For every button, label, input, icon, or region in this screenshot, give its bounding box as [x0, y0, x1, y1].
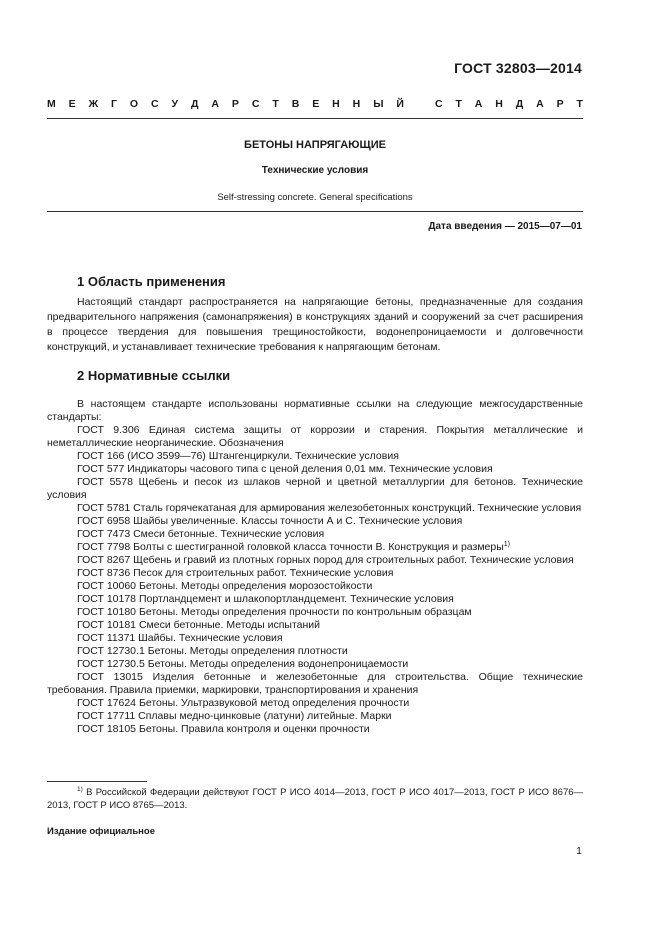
- standard-letter: Т: [576, 98, 583, 110]
- standard-word: [435, 98, 583, 110]
- reference-text: ГОСТ 10060 Бетоны. Методы определения морозостойкости: [77, 580, 373, 592]
- reference-text: ГОСТ 12730.1 Бетоны. Методы определения плотности: [77, 645, 348, 657]
- page-number: 1: [576, 845, 582, 857]
- interstate-letter: Н: [352, 98, 361, 110]
- footnote-rule: [47, 781, 147, 782]
- references-intro: В настоящем стандарте использованы нормативные ссылки на следующие межгосударственные стандарты:: [47, 398, 583, 423]
- reference-item: [47, 710, 583, 723]
- reference-item: [47, 463, 583, 476]
- doc-subtitle: Технические условия: [261, 165, 369, 176]
- official-edition-label: Издание официальное: [47, 826, 155, 837]
- reference-text: ГОСТ 10178 Портландцемент и шлакопортландцемент. Технические условия: [77, 593, 454, 605]
- interstate-letter: Ж: [88, 98, 99, 110]
- footnote-text: В Российской Федерации действуют ГОСТ Р ИСО 4014—2013, ГОСТ Р ИСО 4017—2013, ГОСТ Р ИСО 8676—2013, ГОСТ Р ИСО 8765—2013.: [47, 787, 584, 811]
- reference-text: ГОСТ 12730.5 Бетоны. Методы определения водонепроницаемости: [77, 658, 409, 670]
- reference-text: ГОСТ 166 (ИСО 3599—76) Штангенциркули. Технические условия: [77, 450, 399, 462]
- normative-references: [47, 398, 583, 736]
- standard-letter: Р: [556, 98, 564, 110]
- reference-text: ГОСТ 7798 Болты с шестигранной головкой класса точности В. Конструкция и размеры: [77, 541, 504, 553]
- reference-text: ГОСТ 13015 Изделия бетонные и железобетонные для строительства. Общие технические требования. Правила приемки, маркировки, транспортирования и хранения: [47, 671, 583, 696]
- interstate-letter: Г: [111, 98, 117, 110]
- reference-text: ГОСТ 5781 Сталь горячекатаная для армирования железобетонных конструкций. Технические условия: [77, 502, 582, 514]
- interstate-word: [47, 98, 404, 110]
- standard-letter: Д: [515, 98, 524, 110]
- footnote: [47, 786, 583, 812]
- standard-letter: Н: [495, 98, 503, 110]
- reference-text: ГОСТ 6958 Шайбы увеличенные. Классы точности А и С. Технические условия: [77, 515, 463, 527]
- interstate-letter: Й: [396, 98, 404, 110]
- reference-item: [47, 580, 583, 593]
- reference-text: ГОСТ 5578 Щебень и песок из шлаков черной и цветной металлургии для бетонов. Технические условия: [47, 476, 583, 501]
- reference-text: ГОСТ 10180 Бетоны. Методы определения прочности по контрольным образцам: [77, 606, 472, 618]
- interstate-letter: Е: [68, 98, 76, 110]
- reference-text: ГОСТ 9.306 Единая система защиты от коррозии и старения. Покрытия металлические и неметаллические неорганические. Обозначения: [47, 424, 583, 449]
- footnote-mark: 1): [77, 786, 83, 793]
- reference-text: ГОСТ 8267 Щебень и гравий из плотных горных пород для строительных работ. Технические условия: [77, 554, 574, 566]
- reference-list: [47, 424, 583, 736]
- reference-item: [47, 645, 583, 658]
- reference-text: ГОСТ 10181 Смеси бетонные. Методы испытаний: [77, 619, 321, 631]
- reference-text: ГОСТ 11371 Шайбы. Технические условия: [77, 632, 283, 644]
- interstate-standard-banner: [47, 98, 583, 110]
- reference-item: [47, 567, 583, 580]
- reference-item: [47, 554, 583, 567]
- reference-text: ГОСТ 17624 Бетоны. Ультразвуковой метод определения прочности: [77, 697, 410, 709]
- reference-text: ГОСТ 7473 Смеси бетонные. Технические условия: [77, 528, 325, 540]
- doc-title: БЕТОНЫ НАПРЯГАЮЩИЕ: [244, 139, 386, 151]
- reference-item: [47, 528, 583, 541]
- interstate-letter: С: [151, 98, 159, 110]
- reference-item: [47, 502, 583, 515]
- header-rule: [47, 118, 583, 119]
- reference-item: [47, 632, 583, 645]
- section-1-text: Настоящий стандарт распространяется на напрягающие бетоны, предназначенные для создания предварительного напряжения (самонапряжения) в конструкциях зданий и сооружений за счет расширения в процессе твердения для повышения трещиностойкости, водонепроницаемости и долговечности конструкций, и устанавливает технические требования к напрягающим бетонам.: [47, 296, 583, 353]
- reference-item: [47, 619, 583, 632]
- intro-date: Дата введения — 2015—07—01: [428, 221, 582, 232]
- reference-text: ГОСТ 18105 Бетоны. Правила контроля и оценки прочности: [77, 723, 370, 735]
- reference-text: ГОСТ 8736 Песок для строительных работ. Технические условия: [77, 567, 394, 579]
- reference-item: [47, 723, 583, 736]
- reference-item: [47, 593, 583, 606]
- reference-text: ГОСТ 577 Индикаторы часового типа с ценой деления 0,01 мм. Технические условия: [77, 463, 493, 475]
- reference-item: [47, 476, 583, 502]
- standard-letter: С: [435, 98, 443, 110]
- standard-letter: Т: [455, 98, 462, 110]
- section-2-heading: 2 Нормативные ссылки: [77, 368, 231, 383]
- section-1-heading: 1 Область применения: [77, 274, 226, 289]
- interstate-letter: М: [47, 98, 56, 110]
- reference-item: [47, 697, 583, 710]
- reference-text: ГОСТ 17711 Сплавы медно-цинковые (латуни) литейные. Марки: [77, 710, 392, 722]
- interstate-letter: У: [171, 98, 179, 110]
- interstate-letter: А: [211, 98, 219, 110]
- standard-letter: А: [536, 98, 544, 110]
- interstate-letter: В: [291, 98, 300, 110]
- interstate-letter: Д: [190, 98, 199, 110]
- interstate-letter: Е: [312, 98, 320, 110]
- doc-english-title: Self-stressing concrete. General specifications: [217, 192, 413, 203]
- doc-code: ГОСТ 32803—2014: [454, 60, 582, 76]
- interstate-letter: Т: [272, 98, 279, 110]
- interstate-letter: О: [129, 98, 139, 110]
- interstate-letter: Р: [231, 98, 239, 110]
- interstate-letter: Н: [332, 98, 340, 110]
- title-rule: [47, 211, 583, 212]
- interstate-letter: Ы: [373, 98, 384, 110]
- reference-item: [47, 606, 583, 619]
- reference-item: [47, 541, 583, 554]
- reference-footnote-mark: 1): [503, 541, 511, 548]
- reference-item: [47, 671, 583, 697]
- reference-item: [47, 515, 583, 528]
- reference-item: [47, 658, 583, 671]
- reference-item: [47, 450, 583, 463]
- standard-letter: А: [474, 98, 483, 110]
- reference-item: [47, 424, 583, 450]
- interstate-letter: С: [251, 98, 260, 110]
